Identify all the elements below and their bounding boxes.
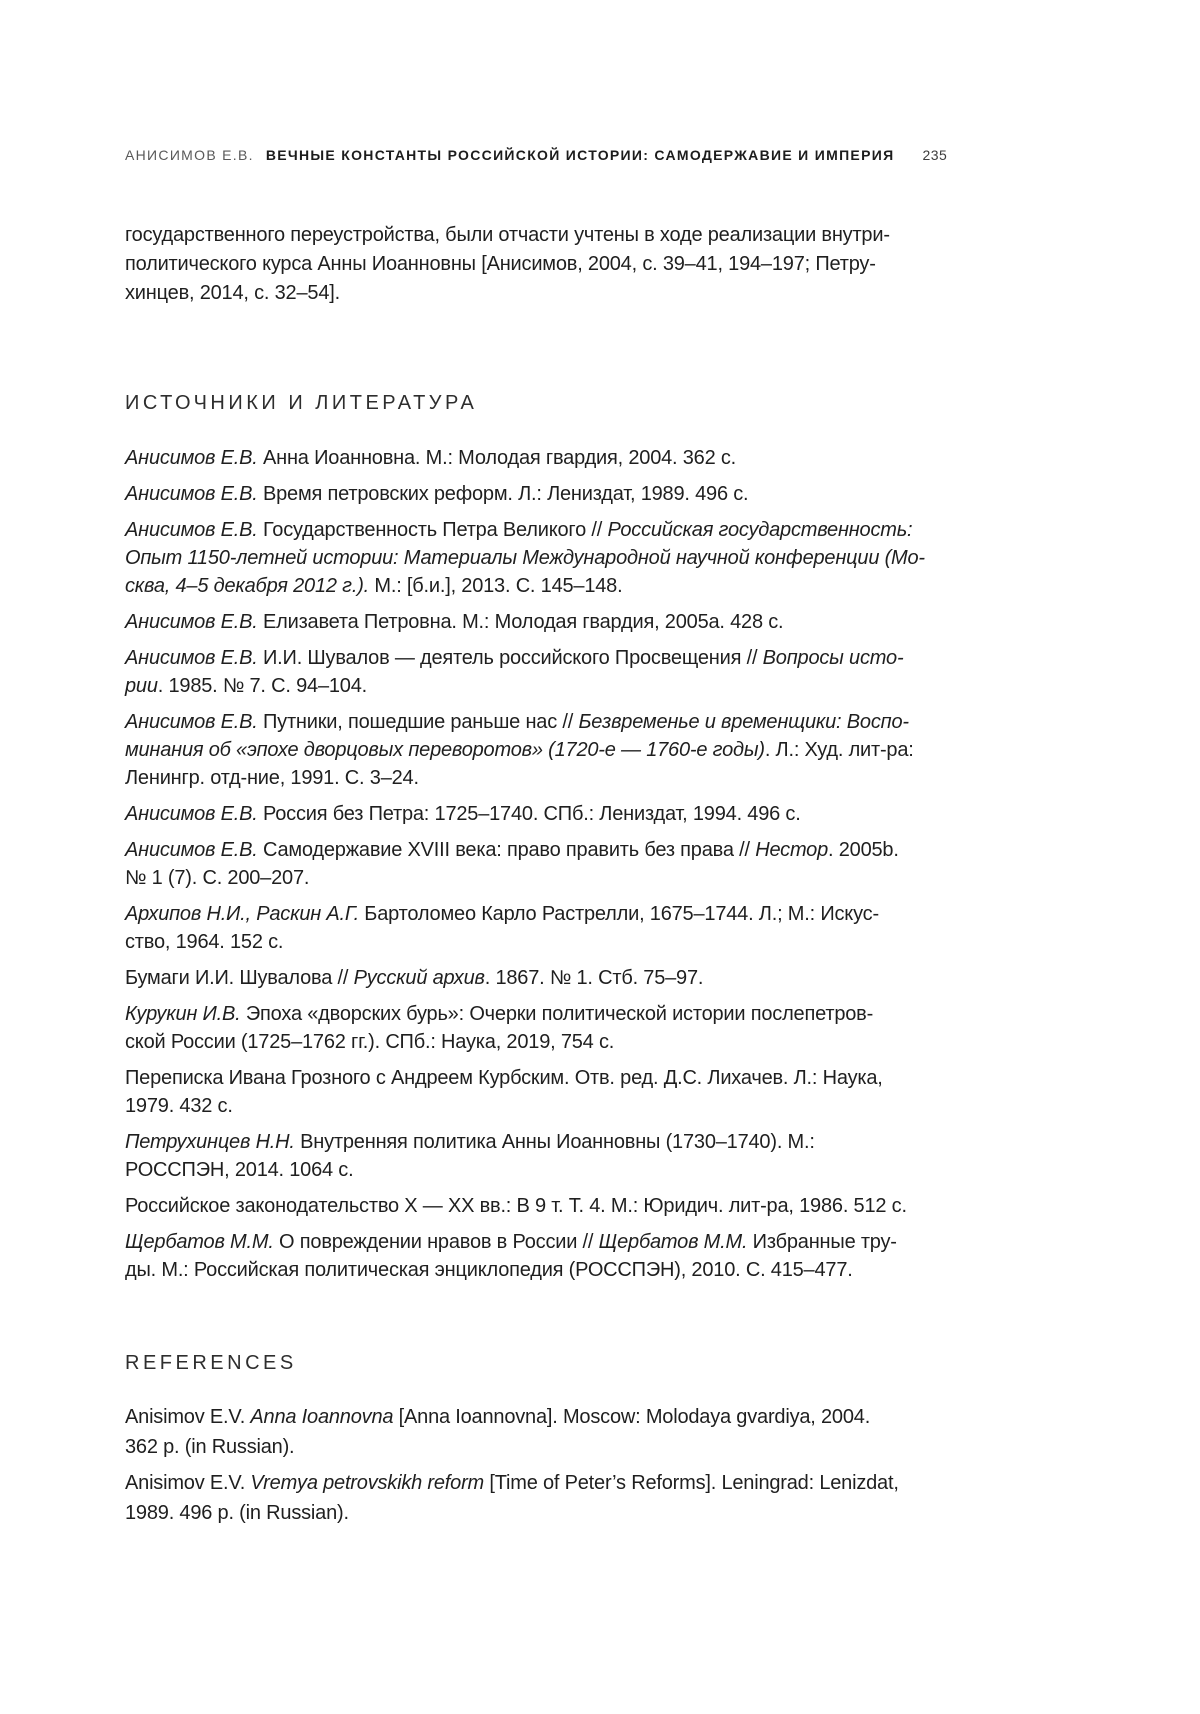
entry-text-italic: Анисимов Е.В.: [125, 519, 258, 541]
entry-text-italic: Анисимов Е.В.: [125, 611, 258, 633]
entry-text: ды. М.: Российская политическая энциклопедия (РОССПЭН), 2010. С. 415–477.: [125, 1259, 853, 1281]
entry-text: 1979. 432 с.: [125, 1095, 233, 1117]
entry-text: Бартоломео Карло Растрелли, 1675–1744. Л.; М.: Искус-: [358, 903, 879, 925]
entry-text: Анна Иоанновна. М.: Молодая гвардия, 2004. 362 с.: [257, 447, 737, 469]
entry-line: [125, 708, 925, 736]
header-title: ВЕЧНЫЕ КОНСТАНТЫ РОССИЙСКОЙ ИСТОРИИ: САМОДЕРЖАВИЕ И ИМПЕРИЯ: [265, 147, 895, 163]
entry-line: [125, 1064, 925, 1092]
entry-line: [125, 572, 925, 600]
entry-text: М.: [б.и.], 2013. С. 145–148.: [369, 575, 623, 597]
entry-text: . 2005b.: [828, 839, 899, 861]
entry-text-italic: сква, 4–5 декабря 2012 г.).: [125, 575, 370, 597]
entry-text-italic: Русский архив: [353, 967, 485, 989]
bibliography-entry: [125, 444, 925, 472]
entry-text-italic: Нестор: [755, 839, 829, 861]
entry-text: Елизавета Петровна. М.: Молодая гвардия, 2005a. 428 с.: [257, 611, 784, 633]
entry-line: [125, 900, 925, 928]
bibliography-entry: [125, 1192, 925, 1220]
entry-line: [125, 1156, 925, 1184]
entry-text-italic: Vremya petrovskikh reform: [250, 1472, 485, 1494]
entry-line: [125, 672, 925, 700]
entry-text-italic: Anna Ioannovna: [250, 1406, 394, 1428]
paragraph-line: государственного переустройства, были отчасти учтены в ходе реализации внутри-: [125, 224, 890, 246]
entry-text: ской России (1725–1762 гг.). СПб.: Наука, 2019, 754 с.: [125, 1031, 615, 1053]
sources-heading: ИСТОЧНИКИ И ЛИТЕРАТУРА: [125, 392, 478, 414]
entry-line: [125, 964, 925, 992]
bibliography-entry: [125, 480, 925, 508]
entry-text-italic: Анисимов Е.В.: [125, 711, 258, 733]
entry-line: [125, 480, 925, 508]
entry-line: [125, 1468, 899, 1498]
entry-text: Внутренняя политика Анны Иоанновны (1730–1740). М.:: [294, 1131, 815, 1153]
entry-text: . 1867. № 1. Стб. 75–97.: [484, 967, 704, 989]
entry-line: [125, 516, 925, 544]
paragraph-line: политического курса Анны Иоанновны [Анисимов, 2004, с. 39–41, 194–197; Петру-: [125, 253, 876, 275]
entry-text-italic: Курукин И.В.: [125, 1003, 241, 1025]
bibliography-entry: [125, 800, 925, 828]
entry-text-italic: Анисимов Е.В.: [125, 447, 258, 469]
entry-line: [125, 544, 925, 572]
entry-text: Бумаги И.И. Шувалова //: [125, 967, 354, 989]
entry-line: [125, 1000, 925, 1028]
entry-text-italic: рии: [125, 675, 158, 697]
entry-text: [Time of Peter’s Reforms]. Leningrad: Lenizdat,: [484, 1472, 899, 1494]
entry-text-italic: Анисимов Е.В.: [125, 839, 258, 861]
entry-text: Эпоха «дворских бурь»: Очерки политической истории послепетров-: [240, 1003, 874, 1025]
bibliography-entry: [125, 1228, 925, 1284]
entry-text: 1989. 496 p. (in Russian).: [125, 1502, 349, 1524]
entry-line: [125, 1092, 925, 1120]
entry-text-italic: Анисимов Е.В.: [125, 647, 258, 669]
entry-text-italic: Петрухинцев Н.Н.: [125, 1131, 295, 1153]
entry-line: [125, 1192, 925, 1220]
entry-text: И.И. Шувалов — деятель российского Просвещения //: [257, 647, 763, 669]
entry-text-italic: Вопросы исто-: [762, 647, 904, 669]
entry-line: [125, 608, 925, 636]
entry-text-italic: Анисимов Е.В.: [125, 803, 258, 825]
entry-text: Россия без Петра: 1725–1740. СПб.: Лениздат, 1994. 496 с.: [257, 803, 801, 825]
entry-line: [125, 864, 925, 892]
body-paragraph: [125, 221, 890, 308]
entry-text-italic: Безвременье и временщики: Воспо-: [578, 711, 909, 733]
page-number: 235: [922, 147, 948, 163]
entry-text: РОССПЭН, 2014. 1064 с.: [125, 1159, 354, 1181]
bibliography-entry: [125, 644, 925, 700]
entry-line: [125, 1256, 925, 1284]
entry-text: Ленингр. отд-ние, 1991. С. 3–24.: [125, 767, 419, 789]
entry-text: ство, 1964. 152 с.: [125, 931, 284, 953]
paragraph-line: хинцев, 2014, с. 32–54].: [125, 282, 340, 304]
entry-line: [125, 1228, 925, 1256]
running-header: [125, 147, 947, 163]
entry-text: Избранные тру-: [747, 1231, 897, 1253]
header-author: АНИСИМОВ Е.В.: [125, 147, 254, 163]
entry-text: Российское законодательство X — XX вв.: В 9 т. Т. 4. М.: Юридич. лит-ра, 1986. 512 с.: [125, 1195, 907, 1217]
entry-line: [125, 1128, 925, 1156]
bibliography-entry: [125, 1064, 925, 1120]
reference-entry: [125, 1402, 899, 1462]
entry-text: Время петровских реформ. Л.: Лениздат, 1989. 496 с.: [257, 483, 749, 505]
bibliography-entry: [125, 516, 925, 600]
entry-text: Самодержавие XVIII века: право править без права //: [257, 839, 756, 861]
entry-text: Переписка Ивана Грозного с Андреем Курбским. Отв. ред. Д.С. Лихачев. Л.: Наука,: [125, 1067, 883, 1089]
reference-entry: [125, 1468, 899, 1528]
bibliography-entry: [125, 708, 925, 792]
bibliography-entry: [125, 836, 925, 892]
entry-line: [125, 764, 925, 792]
entry-line: [125, 1028, 925, 1056]
bibliography-entry: [125, 900, 925, 956]
entry-text-italic: Анисимов Е.В.: [125, 483, 258, 505]
bibliography-entry: [125, 964, 925, 992]
entry-text: Anisimov E.V.: [125, 1472, 251, 1494]
sources-list: [125, 444, 925, 1292]
entry-line: [125, 1402, 899, 1432]
bibliography-entry: [125, 608, 925, 636]
entry-text: . 1985. № 7. С. 94–104.: [157, 675, 367, 697]
entry-text-italic: Щербатов М.М.: [125, 1231, 274, 1253]
entry-line: [125, 1498, 899, 1528]
entry-text-italic: минания об «эпохе дворцовых переворотов» (1720-е — 1760-е годы): [125, 739, 765, 761]
entry-line: [125, 644, 925, 672]
entry-text: Путники, пошедшие раньше нас //: [257, 711, 579, 733]
entry-line: [125, 444, 925, 472]
entry-line: [125, 800, 925, 828]
entry-text: Государственность Петра Великого //: [257, 519, 608, 541]
entry-text-italic: Щербатов М.М.: [598, 1231, 748, 1253]
entry-text: О повреждении нравов в России //: [273, 1231, 599, 1253]
entry-line: [125, 836, 925, 864]
entry-text: № 1 (7). С. 200–207.: [125, 867, 310, 889]
entry-text: Anisimov E.V.: [125, 1406, 251, 1428]
entry-text-italic: Российская государственность:: [607, 519, 913, 541]
references-heading: REFERENCES: [125, 1352, 297, 1374]
entry-text: . Л.: Худ. лит-ра:: [764, 739, 914, 761]
entry-line: [125, 1432, 899, 1462]
entry-text-italic: Опыт 1150-летней истории: Материалы Международной научной конференции (Мо-: [125, 547, 925, 569]
entry-text-italic: Архипов Н.И., Раскин А.Г.: [125, 903, 359, 925]
bibliography-entry: [125, 1000, 925, 1056]
bibliography-entry: [125, 1128, 925, 1184]
entry-line: [125, 736, 925, 764]
entry-line: [125, 928, 925, 956]
references-list: [125, 1402, 899, 1534]
entry-text: [Anna Ioannovna]. Moscow: Molodaya gvardiya, 2004.: [393, 1406, 871, 1428]
entry-text: 362 p. (in Russian).: [125, 1436, 295, 1458]
